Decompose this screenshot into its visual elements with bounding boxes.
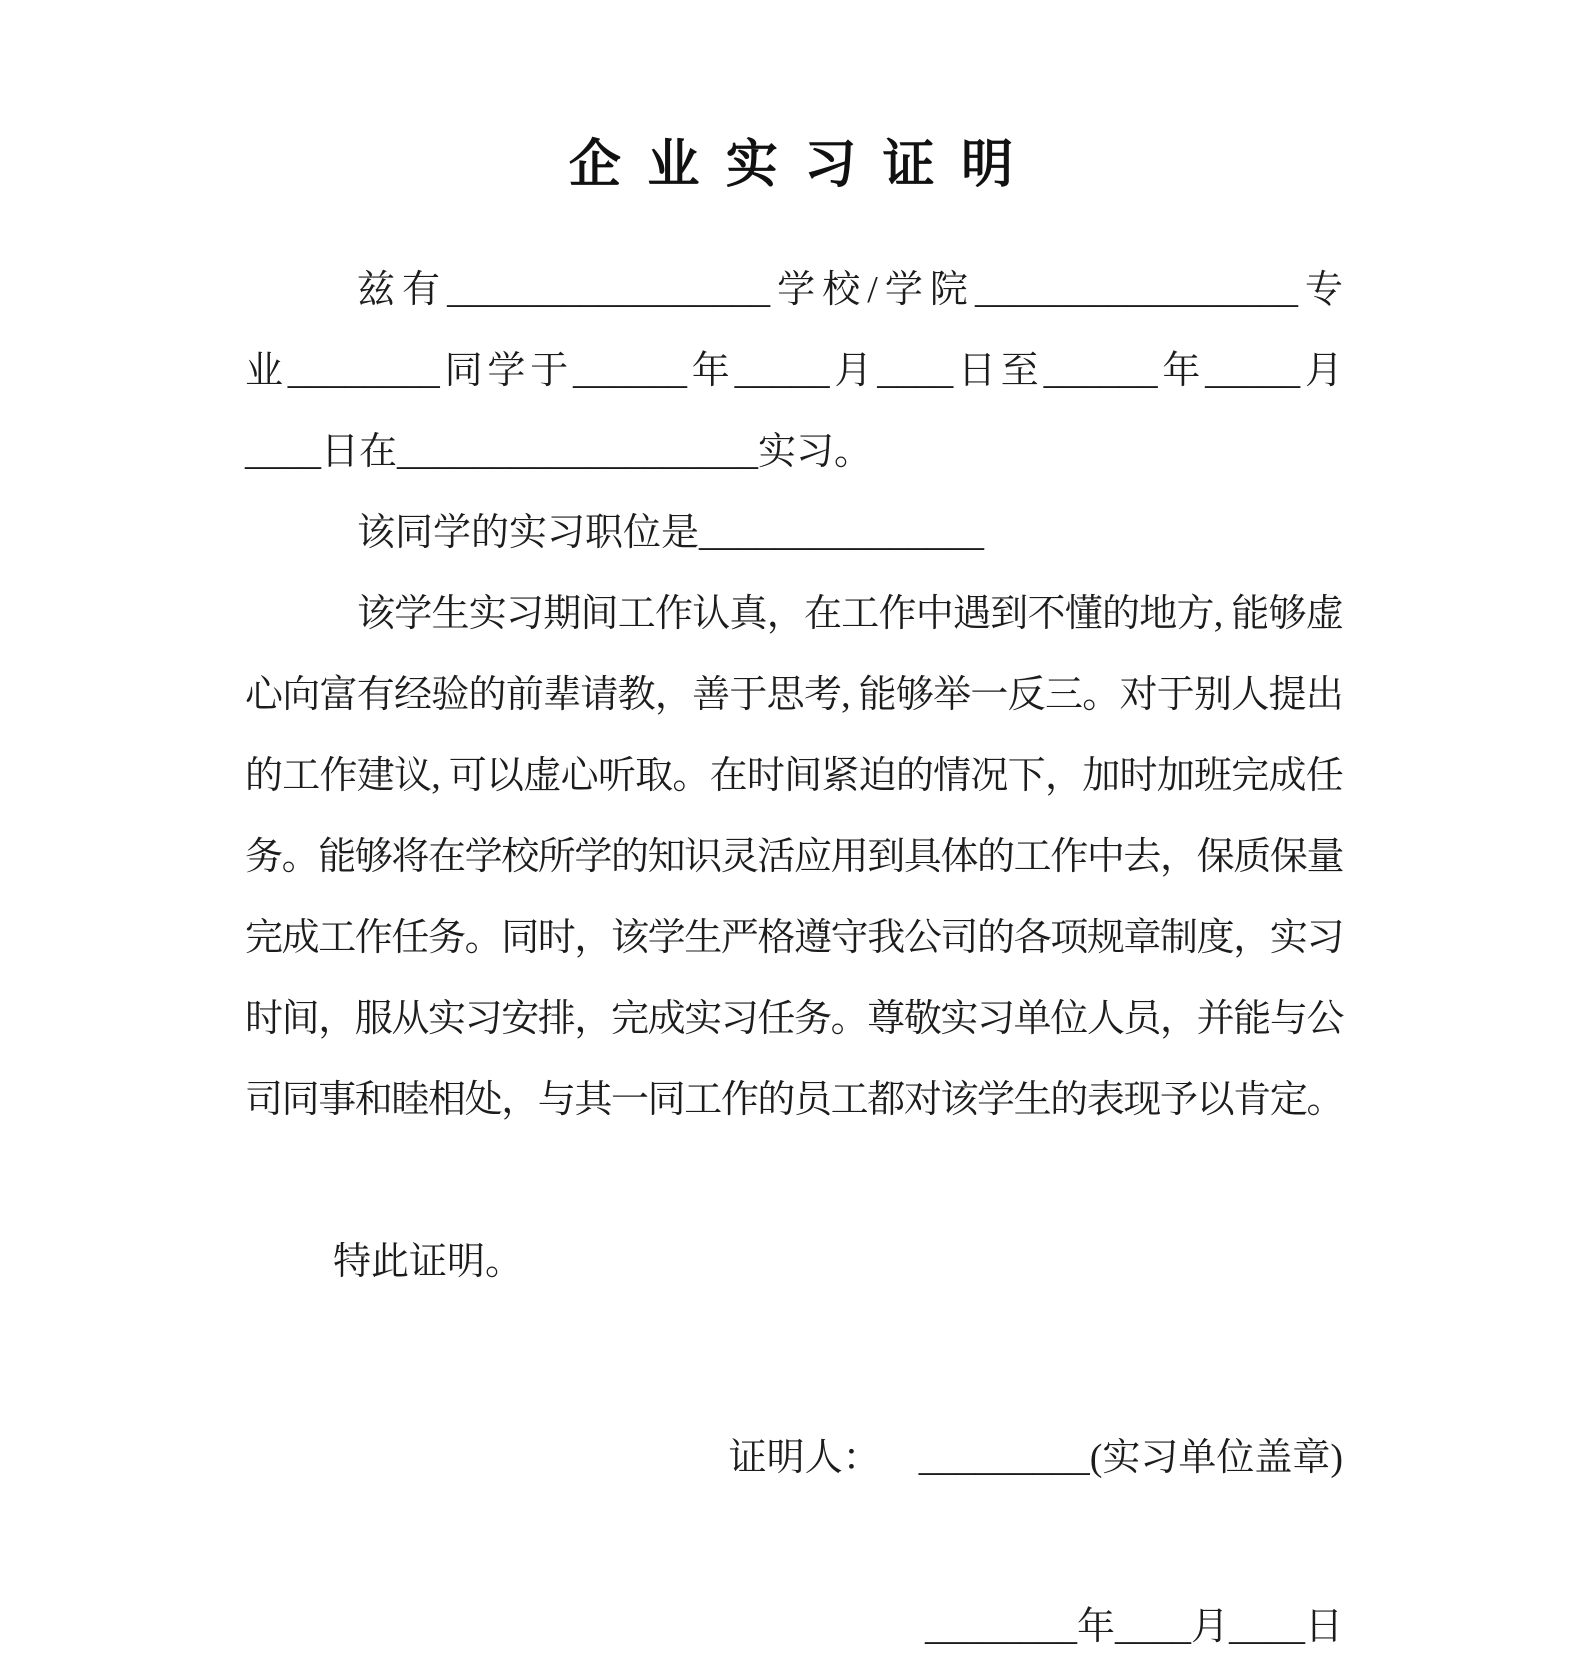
signatory-label: 证明人： bbox=[728, 1437, 881, 1479]
evaluation-paragraph bbox=[245, 574, 1343, 1141]
evaluation-line-7: 司同事和睦相处，与其一同工作的员工都对该学生的表现予以肯定。 bbox=[245, 1079, 1343, 1121]
evaluation-line-6: 时间，服从实习安排，完成实习任务。尊敬实习单位人员，并能与公 bbox=[245, 998, 1343, 1040]
intro-paragraph bbox=[245, 250, 1343, 493]
document-content bbox=[245, 0, 1343, 1668]
position-line: 该同学的实习职位是_______________ bbox=[357, 512, 985, 554]
stamp-note: (实习单位盖章) bbox=[1089, 1437, 1343, 1479]
evaluation-line-5: 完成工作任务。同时，该学生严格遵守我公司的各项规章制度，实习 bbox=[245, 917, 1343, 959]
evaluation-line-3: 的工作建议, 可以虚心听取。在时间紧迫的情况下，加时加班完成任 bbox=[245, 755, 1343, 797]
signature-line bbox=[245, 1418, 1343, 1499]
evaluation-line-4: 务。能够将在学校所学的知识灵活应用到具体的工作中去，保质保量 bbox=[245, 836, 1343, 878]
closing-line: 特此证明。 bbox=[333, 1241, 524, 1283]
signature-blank: _________ bbox=[918, 1437, 1090, 1479]
evaluation-line-1: 该学生实习期间工作认真，在工作中遇到不懂的地方, 能够虚 bbox=[357, 593, 1343, 635]
page-title: 企 业 实 习 证 明 bbox=[568, 136, 1020, 194]
intro-line-1: 兹有_________________学校/学院_________________专 bbox=[357, 269, 1343, 311]
date-line: ________年____月____日 bbox=[924, 1606, 1343, 1648]
evaluation-line-2: 心向富有经验的前辈请教，善于思考, 能够举一反三。对于别人提出 bbox=[245, 674, 1343, 716]
intro-line-2: 业________同学于______年_____月____日至______年_____月 bbox=[245, 350, 1343, 392]
intro-line-3: ____日在___________________实习。 bbox=[245, 431, 873, 473]
